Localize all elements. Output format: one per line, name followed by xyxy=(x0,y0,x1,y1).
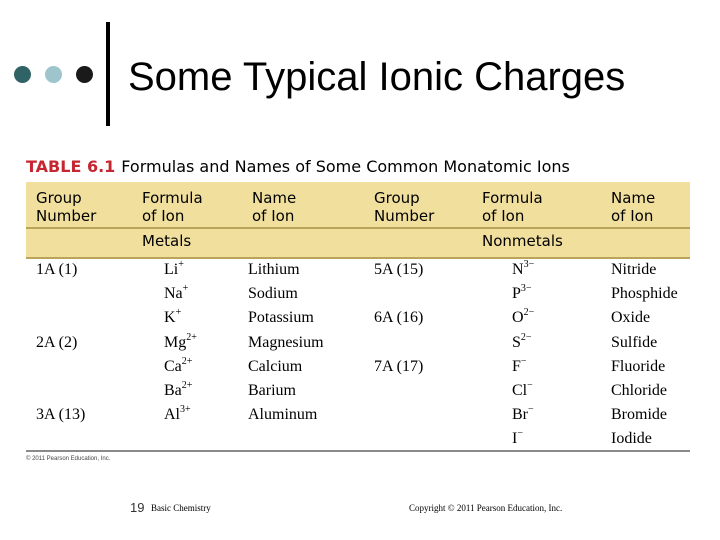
metal-group: 2A (2) xyxy=(36,333,78,351)
ion-symbol: F xyxy=(512,357,521,375)
metals-label: Metals xyxy=(142,232,192,250)
header-bottom-divider xyxy=(26,257,690,259)
ion-symbol: Mg xyxy=(164,333,187,351)
ion-charge: 2+ xyxy=(181,380,193,391)
nonmetal-ion-name: Oxide xyxy=(611,309,651,327)
ion-symbol: P xyxy=(512,285,521,303)
table-credit: © 2011 Pearson Education, Inc. xyxy=(26,456,111,462)
ion-charge: − xyxy=(527,380,533,391)
black-dot xyxy=(76,66,93,83)
title-divider xyxy=(106,22,110,126)
ion-formula xyxy=(512,357,527,377)
metal-ion-name: Barium xyxy=(248,382,296,399)
ion-symbol: I xyxy=(512,430,518,448)
ion-formula xyxy=(512,260,534,280)
ion-charge: 3− xyxy=(523,259,535,270)
ion-formula xyxy=(164,260,184,280)
footer-course-title: Basic Chemistry xyxy=(151,503,211,513)
ion-symbol: S xyxy=(512,333,521,351)
ion-charge: + xyxy=(175,307,182,319)
nonmetals-label: Nonmetals xyxy=(482,232,563,250)
ion-symbol: Ca xyxy=(164,357,182,375)
nonmetal-ion-name: Sulfide xyxy=(611,333,658,351)
metal-ion-name: Potassium xyxy=(248,309,314,327)
ion-charge: 2+ xyxy=(181,355,193,367)
header-formula-right: Formula of Ion xyxy=(482,189,543,225)
nonmetal-group: 7A (17) xyxy=(374,357,424,375)
header-name-right: Name of Ion xyxy=(611,189,656,225)
ion-formula xyxy=(164,308,181,328)
ions-table xyxy=(26,182,690,454)
ion-formula xyxy=(512,284,532,304)
ion-formula xyxy=(512,381,533,401)
ion-formula xyxy=(164,405,191,425)
ion-symbol: Na xyxy=(164,285,183,303)
slide-title: Some Typical Ionic Charges xyxy=(128,55,626,99)
footer-copyright: Copyright © 2011 Pearson Education, Inc. xyxy=(409,503,563,513)
ion-charge: + xyxy=(182,283,189,295)
ion-charge: − xyxy=(517,428,523,440)
ion-charge: 3− xyxy=(520,283,532,295)
ion-symbol: Ba xyxy=(164,382,182,399)
ion-charge: 3+ xyxy=(180,404,191,416)
ion-symbol: K xyxy=(164,309,176,327)
metal-ion-name: Sodium xyxy=(248,285,298,303)
header-group-left: Group Number xyxy=(36,189,97,225)
ion-symbol: Al xyxy=(164,406,180,424)
ion-charge: + xyxy=(178,259,184,270)
table-label: TABLE 6.1 xyxy=(26,157,116,176)
page-number: 19 xyxy=(130,500,145,515)
header-name-left: Name of Ion xyxy=(252,189,297,225)
ion-charge: − xyxy=(528,404,534,416)
nonmetal-ion-name: Chloride xyxy=(611,382,667,399)
ion-symbol: O xyxy=(512,309,524,327)
header-group-right: Group Number xyxy=(374,189,435,225)
ion-charge: 2− xyxy=(520,331,532,343)
dark-teal-dot xyxy=(14,66,31,83)
ion-formula xyxy=(164,357,192,377)
ion-formula xyxy=(512,405,534,425)
metal-ion-name: Calcium xyxy=(248,357,303,375)
metal-ion-name: Aluminum xyxy=(248,406,318,424)
nonmetal-ion-name: Iodide xyxy=(611,430,652,448)
nonmetal-ion-name: Nitride xyxy=(611,261,657,278)
metal-ion-name: Magnesium xyxy=(248,333,324,351)
ion-formula xyxy=(512,429,523,449)
ion-charge: 2+ xyxy=(186,331,197,343)
metal-group: 3A (13) xyxy=(36,406,86,424)
table-header xyxy=(26,182,690,259)
ion-formula xyxy=(512,333,532,353)
metal-group: 1A (1) xyxy=(36,261,78,278)
table-bottom-rule xyxy=(26,450,690,452)
metal-ion-name: Lithium xyxy=(248,261,300,278)
nonmetal-ion-name: Bromide xyxy=(611,406,667,424)
table-caption-text: Formulas and Names of Some Common Monatomic Ions xyxy=(121,157,570,176)
nonmetal-group: 6A (16) xyxy=(374,309,424,327)
ion-symbol: Li xyxy=(164,261,179,278)
ion-formula xyxy=(512,308,534,328)
header-divider xyxy=(26,227,690,229)
ion-formula xyxy=(164,381,192,401)
nonmetal-ion-name: Fluoride xyxy=(611,357,666,375)
light-teal-dot xyxy=(45,66,62,83)
ion-formula xyxy=(164,333,197,353)
nonmetal-group: 5A (15) xyxy=(374,261,424,278)
ion-charge: − xyxy=(520,355,527,367)
table-caption xyxy=(26,157,570,176)
ion-symbol: Cl xyxy=(512,382,528,399)
header-formula-left: Formula of Ion xyxy=(142,189,203,225)
ion-formula xyxy=(164,284,188,304)
nonmetal-ion-name: Phosphide xyxy=(611,285,678,303)
ion-symbol: N xyxy=(512,261,524,278)
ion-symbol: Br xyxy=(512,406,528,424)
ion-charge: 2− xyxy=(523,307,535,319)
